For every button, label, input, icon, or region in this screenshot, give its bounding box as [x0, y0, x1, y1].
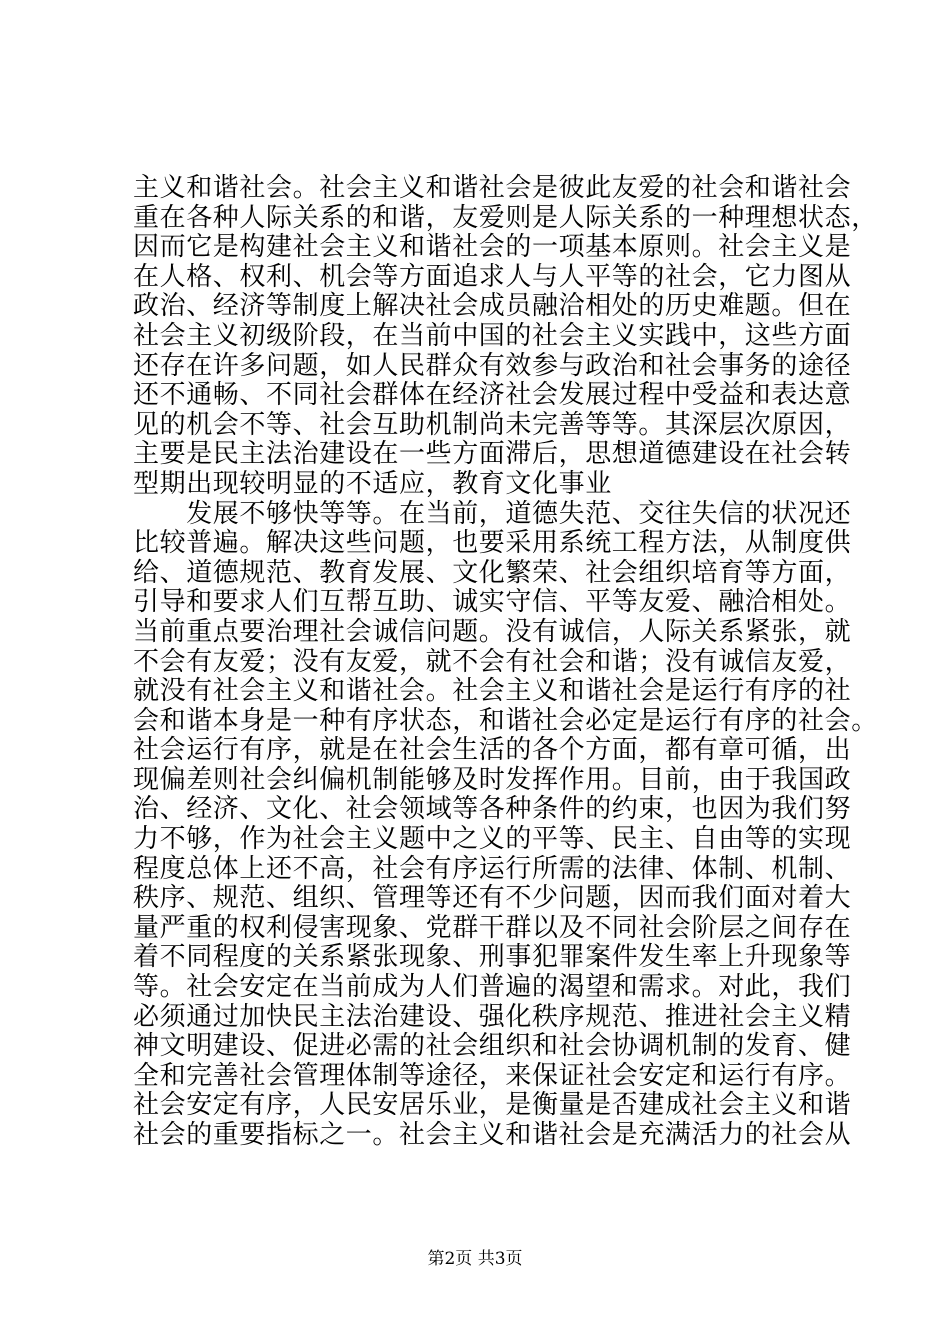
text-line: 程度总体上还不高，社会有序运行所需的法律、体制、机制、	[133, 853, 852, 884]
text-line: 全和完善社会管理体制等途径，来保证社会安定和运行有序。	[133, 1060, 852, 1091]
text-line: 治、经济、文化、社会领域等各种条件的约束，也因为我们努	[133, 794, 852, 825]
text-line: 必须通过加快民主法治建设、强化秩序规范、推进社会主义精	[133, 1001, 852, 1032]
text-line: 还不通畅、不同社会群体在经济社会发展过程中受益和表达意	[133, 380, 852, 411]
text-line: 给、道德规范、教育发展、文化繁荣、社会组织培育等方面，	[133, 557, 852, 588]
text-line: 因而它是构建社会主义和谐社会的一项基本原则。社会主义是	[133, 232, 852, 263]
text-line: 就没有社会主义和谐社会。社会主义和谐社会是运行有序的社	[133, 676, 852, 707]
text-line: 社会主义初级阶段，在当前中国的社会主义实践中，这些方面	[133, 320, 852, 351]
text-line: 力不够，作为社会主义题中之义的平等、民主、自由等的实现	[133, 824, 852, 855]
text-line: 等。社会安定在当前成为人们普遍的渴望和需求。对此，我们	[133, 972, 852, 1003]
page-footer: 第2页 共3页	[427, 1249, 523, 1269]
text-line: 当前重点要治理社会诚信问题。没有诚信，人际关系紧张，就	[133, 616, 852, 647]
text-line: 社会安定有序，人民安居乐业，是衡量是否建成社会主义和谐	[133, 1090, 852, 1121]
text-line: 不会有友爱；没有友爱，就不会有社会和谐；没有诚信友爱，	[133, 646, 852, 677]
text-line: 还存在许多问题，如人民群众有效参与政治和社会事务的途径	[133, 350, 852, 381]
text-line: 比较普遍。解决这些问题，也要采用系统工程方法，从制度供	[133, 528, 852, 559]
body-text	[133, 173, 878, 1151]
text-line: 发展不够快等等。在当前，道德失范、交往失信的状况还	[133, 498, 852, 529]
text-line: 秩序、规范、组织、管理等还有不少问题，因而我们面对着大	[133, 883, 852, 914]
text-line: 着不同程度的关系紧张现象、刑事犯罪案件发生率上升现象等	[133, 942, 852, 973]
text-line: 量严重的权利侵害现象、党群干群以及不同社会阶层之间存在	[133, 912, 852, 943]
text-line: 主要是民主法治建设在一些方面滞后，思想道德建设在社会转	[133, 439, 852, 470]
text-line: 在人格、权利、机会等方面追求人与人平等的社会，它力图从	[133, 261, 852, 292]
text-line: 社会的重要指标之一。社会主义和谐社会是充满活力的社会从	[133, 1120, 852, 1150]
text-line: 会和谐本身是一种有序状态，和谐社会必定是运行有序的社会。	[133, 705, 878, 736]
text-line: 见的机会不等、社会互助机制尚未完善等等。其深层次原因，	[133, 409, 852, 440]
text-line: 引导和要求人们互帮互助、诚实守信、平等友爱、融洽相处。	[133, 587, 852, 618]
text-line: 重在各种人际关系的和谐，友爱则是人际关系的一种理想状态，	[133, 202, 878, 233]
text-line: 政治、经济等制度上解决社会成员融洽相处的历史难题。但在	[133, 291, 852, 322]
text-line: 社会运行有序，就是在社会生活的各个方面，都有章可循，出	[133, 735, 852, 766]
text-line: 现偏差则社会纠偏机制能够及时发挥作用。目前，由于我国政	[133, 764, 852, 795]
text-line: 主义和谐社会。社会主义和谐社会是彼此友爱的社会和谐社会	[133, 173, 852, 203]
text-line: 神文明建设、促进必需的社会组织和社会协调机制的发育、健	[133, 1031, 852, 1062]
text-line: 型期出现较明显的不适应，教育文化事业	[133, 468, 612, 499]
